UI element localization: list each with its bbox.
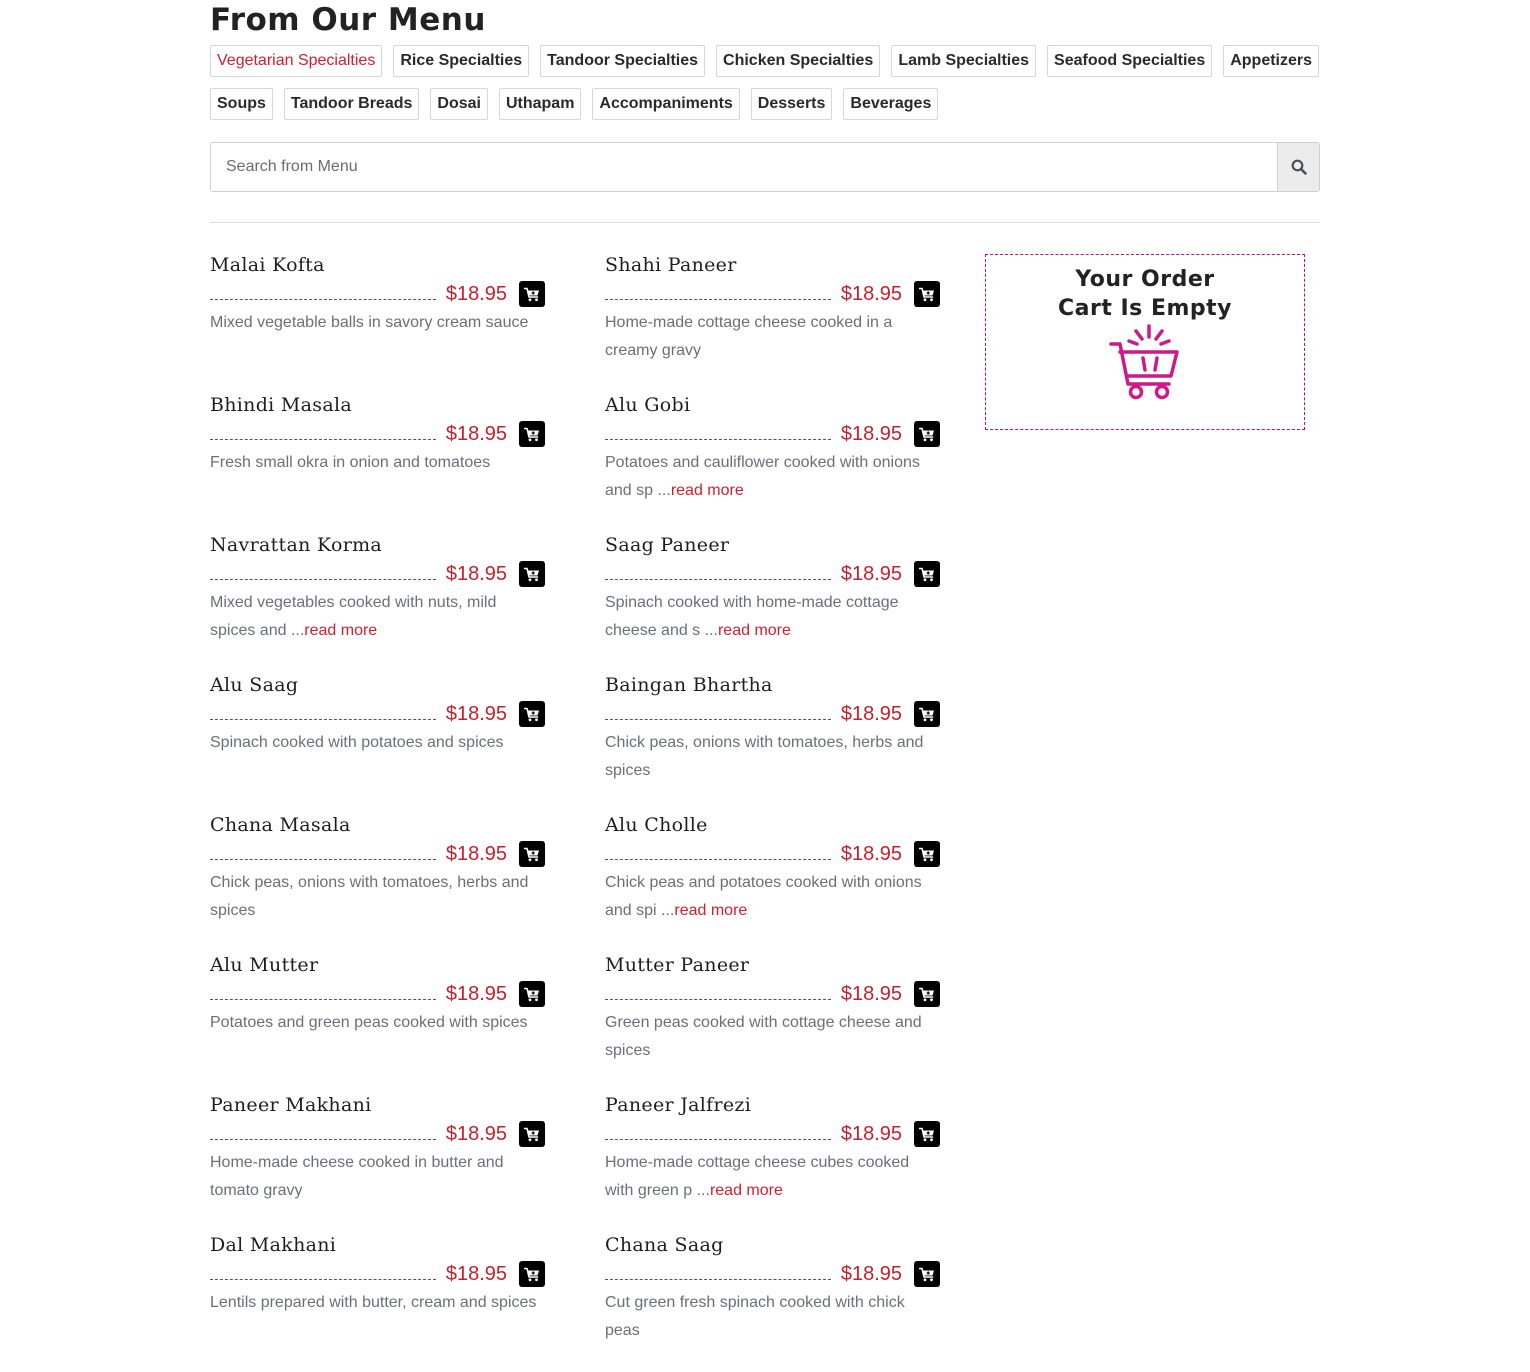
menu-item-price: $18.95	[445, 843, 507, 865]
read-more-link[interactable]: read more	[717, 622, 791, 639]
dotted-leader	[210, 859, 436, 860]
price-row	[210, 419, 545, 449]
menu-item-price: $18.95	[840, 843, 902, 865]
add-to-cart-button[interactable]	[914, 701, 940, 727]
menu-item-name: Malai Kofta	[210, 254, 325, 276]
price-row	[605, 1259, 940, 1289]
add-to-cart-icon	[919, 1127, 935, 1142]
price-row	[210, 839, 545, 869]
add-to-cart-button[interactable]	[914, 1121, 940, 1147]
menu-item-price: $18.95	[840, 563, 902, 585]
dotted-leader	[210, 1279, 436, 1280]
add-to-cart-icon	[919, 567, 935, 582]
dotted-leader	[605, 579, 831, 580]
menu-item-name: Paneer Jalfrezi	[605, 1094, 752, 1116]
dotted-leader	[210, 999, 436, 1000]
add-to-cart-button[interactable]	[519, 1121, 545, 1147]
add-to-cart-icon	[919, 987, 935, 1002]
price-row	[605, 1119, 940, 1149]
description-text: Potatoes and cauliflower cooked with onions and sp ...	[605, 454, 920, 499]
add-to-cart-icon	[919, 1267, 935, 1282]
empty-cart-icon	[986, 324, 1304, 407]
menu-item	[605, 392, 940, 532]
menu-item-name: Saag Paneer	[605, 534, 730, 556]
menu-item-price: $18.95	[840, 283, 902, 305]
menu-item-price: $18.95	[840, 983, 902, 1005]
menu-item-description	[210, 309, 545, 337]
price-row	[210, 1259, 545, 1289]
menu-item-price: $18.95	[840, 703, 902, 725]
menu-item-description	[605, 869, 940, 925]
category-nav	[210, 45, 1320, 120]
menu-item-description	[210, 1149, 545, 1205]
menu-item-name: Baingan Bhartha	[605, 674, 773, 696]
price-row	[605, 699, 940, 729]
description-text: Home-made cottage cheese cooked in a creamy gravy	[605, 314, 893, 359]
price-row	[210, 1119, 545, 1149]
menu-item	[605, 532, 940, 672]
dotted-leader	[605, 999, 831, 1000]
menu-item-description	[605, 589, 940, 645]
read-more-link[interactable]: read more	[304, 622, 378, 639]
add-to-cart-button[interactable]	[914, 421, 940, 447]
page-title: From Our Menu	[210, 2, 486, 38]
description-text: Chick peas and potatoes cooked with onions and spi ...	[605, 874, 922, 919]
dotted-leader	[605, 299, 831, 300]
menu-item-description	[210, 729, 545, 757]
menu-item-name: Chana Masala	[210, 814, 351, 836]
dotted-leader	[605, 719, 831, 720]
menu-item-name: Alu Saag	[210, 674, 299, 696]
menu-items-grid	[210, 252, 940, 1372]
add-to-cart-button[interactable]	[914, 281, 940, 307]
price-row	[210, 559, 545, 589]
description-text: Spinach cooked with potatoes and spices	[210, 734, 504, 751]
menu-item-description	[605, 449, 940, 505]
menu-item-description	[605, 729, 940, 785]
search-icon	[1291, 159, 1307, 175]
menu-item-price: $18.95	[445, 703, 507, 725]
add-to-cart-icon	[524, 707, 540, 722]
price-row	[605, 979, 940, 1009]
menu-item-name: Paneer Makhani	[210, 1094, 372, 1116]
menu-item-name: Dal Makhani	[210, 1234, 337, 1256]
add-to-cart-button[interactable]	[914, 1261, 940, 1287]
dotted-leader	[210, 579, 436, 580]
category-tab[interactable]: Desserts	[751, 88, 833, 120]
dotted-leader	[605, 859, 831, 860]
description-text: Green peas cooked with cottage cheese and spices	[605, 1014, 922, 1059]
menu-item	[605, 1232, 940, 1372]
price-row	[605, 279, 940, 309]
add-to-cart-icon	[524, 287, 540, 302]
description-text: Home-made cottage cheese cubes cooked with green p ...	[605, 1154, 910, 1199]
add-to-cart-button[interactable]	[519, 281, 545, 307]
menu-item	[210, 1092, 545, 1232]
menu-item	[210, 392, 545, 532]
menu-item-description	[605, 1149, 940, 1205]
menu-item-description	[210, 1009, 545, 1037]
description-text: Cut green fresh spinach cooked with chick peas	[605, 1294, 905, 1339]
add-to-cart-button[interactable]	[914, 841, 940, 867]
add-to-cart-button[interactable]	[519, 841, 545, 867]
read-more-link[interactable]: read more	[709, 1182, 783, 1199]
menu-item	[210, 1232, 545, 1372]
category-tab[interactable]: Chicken Specialties	[716, 45, 880, 77]
add-to-cart-icon	[524, 847, 540, 862]
add-to-cart-icon	[524, 567, 540, 582]
dotted-leader	[210, 719, 436, 720]
category-tab[interactable]: Vegetarian Specialties	[210, 45, 382, 77]
description-text: Potatoes and green peas cooked with spices	[210, 1014, 528, 1031]
price-row	[605, 559, 940, 589]
menu-item-price: $18.95	[840, 1123, 902, 1145]
category-tab[interactable]: Accompaniments	[592, 88, 739, 120]
menu-item-price: $18.95	[840, 1263, 902, 1285]
cart-title	[986, 265, 1304, 323]
add-to-cart-icon	[524, 1267, 540, 1282]
price-row	[210, 979, 545, 1009]
order-cart-panel	[985, 254, 1305, 430]
category-tab[interactable]: Uthapam	[499, 88, 581, 120]
menu-item-price: $18.95	[445, 1123, 507, 1145]
menu-item-price: $18.95	[445, 983, 507, 1005]
price-row	[210, 699, 545, 729]
category-tab[interactable]: Dosai	[430, 88, 488, 120]
menu-item	[605, 672, 940, 812]
menu-item-description	[210, 449, 545, 477]
add-to-cart-icon	[919, 427, 935, 442]
category-tab[interactable]: Soups	[210, 88, 273, 120]
category-tab[interactable]: Appetizers	[1223, 45, 1319, 77]
menu-search	[210, 142, 1320, 192]
add-to-cart-icon	[919, 707, 935, 722]
menu-item-name: Alu Gobi	[605, 394, 691, 416]
description-text: Chick peas, onions with tomatoes, herbs and spices	[605, 734, 924, 779]
add-to-cart-icon	[919, 287, 935, 302]
read-more-link[interactable]: read more	[670, 482, 744, 499]
category-tab[interactable]: Tandoor Specialties	[540, 45, 705, 77]
menu-item-name: Alu Cholle	[605, 814, 708, 836]
price-row	[605, 419, 940, 449]
add-to-cart-icon	[524, 987, 540, 1002]
menu-item-price: $18.95	[445, 1263, 507, 1285]
menu-item-name: Chana Saag	[605, 1234, 724, 1256]
dotted-leader	[210, 1139, 436, 1140]
add-to-cart-button[interactable]	[519, 701, 545, 727]
menu-item-description	[605, 309, 940, 365]
section-divider	[210, 222, 1320, 223]
menu-item-name: Shahi Paneer	[605, 254, 737, 276]
menu-item-description	[210, 1289, 545, 1317]
menu-item	[210, 812, 545, 952]
menu-item	[210, 252, 545, 392]
add-to-cart-button[interactable]	[519, 561, 545, 587]
menu-item-name: Navrattan Korma	[210, 534, 383, 556]
add-to-cart-icon	[524, 427, 540, 442]
category-tab[interactable]: Seafood Specialties	[1047, 45, 1212, 77]
menu-item	[210, 672, 545, 812]
dotted-leader	[210, 439, 436, 440]
category-tab[interactable]: Tandoor Breads	[284, 88, 420, 120]
add-to-cart-button[interactable]	[914, 981, 940, 1007]
menu-item	[605, 1092, 940, 1232]
menu-item-price: $18.95	[445, 563, 507, 585]
menu-item	[605, 252, 940, 392]
menu-item-price: $18.95	[445, 283, 507, 305]
menu-item-name: Alu Mutter	[210, 954, 319, 976]
dotted-leader	[605, 439, 831, 440]
category-tab[interactable]: Rice Specialties	[393, 45, 529, 77]
price-row	[605, 839, 940, 869]
description-text: Mixed vegetables cooked with nuts, mild spices and ...	[210, 594, 497, 639]
menu-item	[605, 812, 940, 952]
menu-item-description	[210, 869, 545, 925]
dotted-leader	[605, 1279, 831, 1280]
price-row	[210, 279, 545, 309]
description-text: Chick peas, onions with tomatoes, herbs and spices	[210, 874, 529, 919]
add-to-cart-icon	[919, 847, 935, 862]
search-input[interactable]	[211, 143, 1277, 191]
menu-item-name: Mutter Paneer	[605, 954, 750, 976]
menu-item-description	[210, 589, 545, 645]
add-to-cart-button[interactable]	[519, 981, 545, 1007]
menu-item-description	[605, 1289, 940, 1345]
menu-item	[605, 952, 940, 1092]
add-to-cart-button[interactable]	[519, 421, 545, 447]
description-text: Fresh small okra in onion and tomatoes	[210, 454, 491, 471]
dotted-leader	[210, 299, 436, 300]
search-button[interactable]	[1277, 143, 1319, 191]
category-tab[interactable]: Beverages	[843, 88, 938, 120]
menu-item-price: $18.95	[445, 423, 507, 445]
add-to-cart-icon	[524, 1127, 540, 1142]
add-to-cart-button[interactable]	[914, 561, 940, 587]
menu-item-price: $18.95	[840, 423, 902, 445]
menu-item	[210, 532, 545, 672]
menu-item-name: Bhindi Masala	[210, 394, 352, 416]
read-more-link[interactable]: read more	[674, 902, 748, 919]
description-text: Home-made cheese cooked in butter and tomato gravy	[210, 1154, 504, 1199]
cart-empty-message: Cart Is Empty	[1057, 296, 1232, 321]
dotted-leader	[605, 1139, 831, 1140]
description-text: Spinach cooked with home-made cottage cheese and s ...	[605, 594, 899, 639]
menu-item	[210, 952, 545, 1092]
add-to-cart-button[interactable]	[519, 1261, 545, 1287]
cart-title-line1: Your Order	[1075, 267, 1215, 292]
menu-item-description	[605, 1009, 940, 1065]
category-tab[interactable]: Lamb Specialties	[891, 45, 1036, 77]
description-text: Mixed vegetable balls in savory cream sauce	[210, 314, 529, 331]
description-text: Lentils prepared with butter, cream and spices	[210, 1294, 537, 1311]
